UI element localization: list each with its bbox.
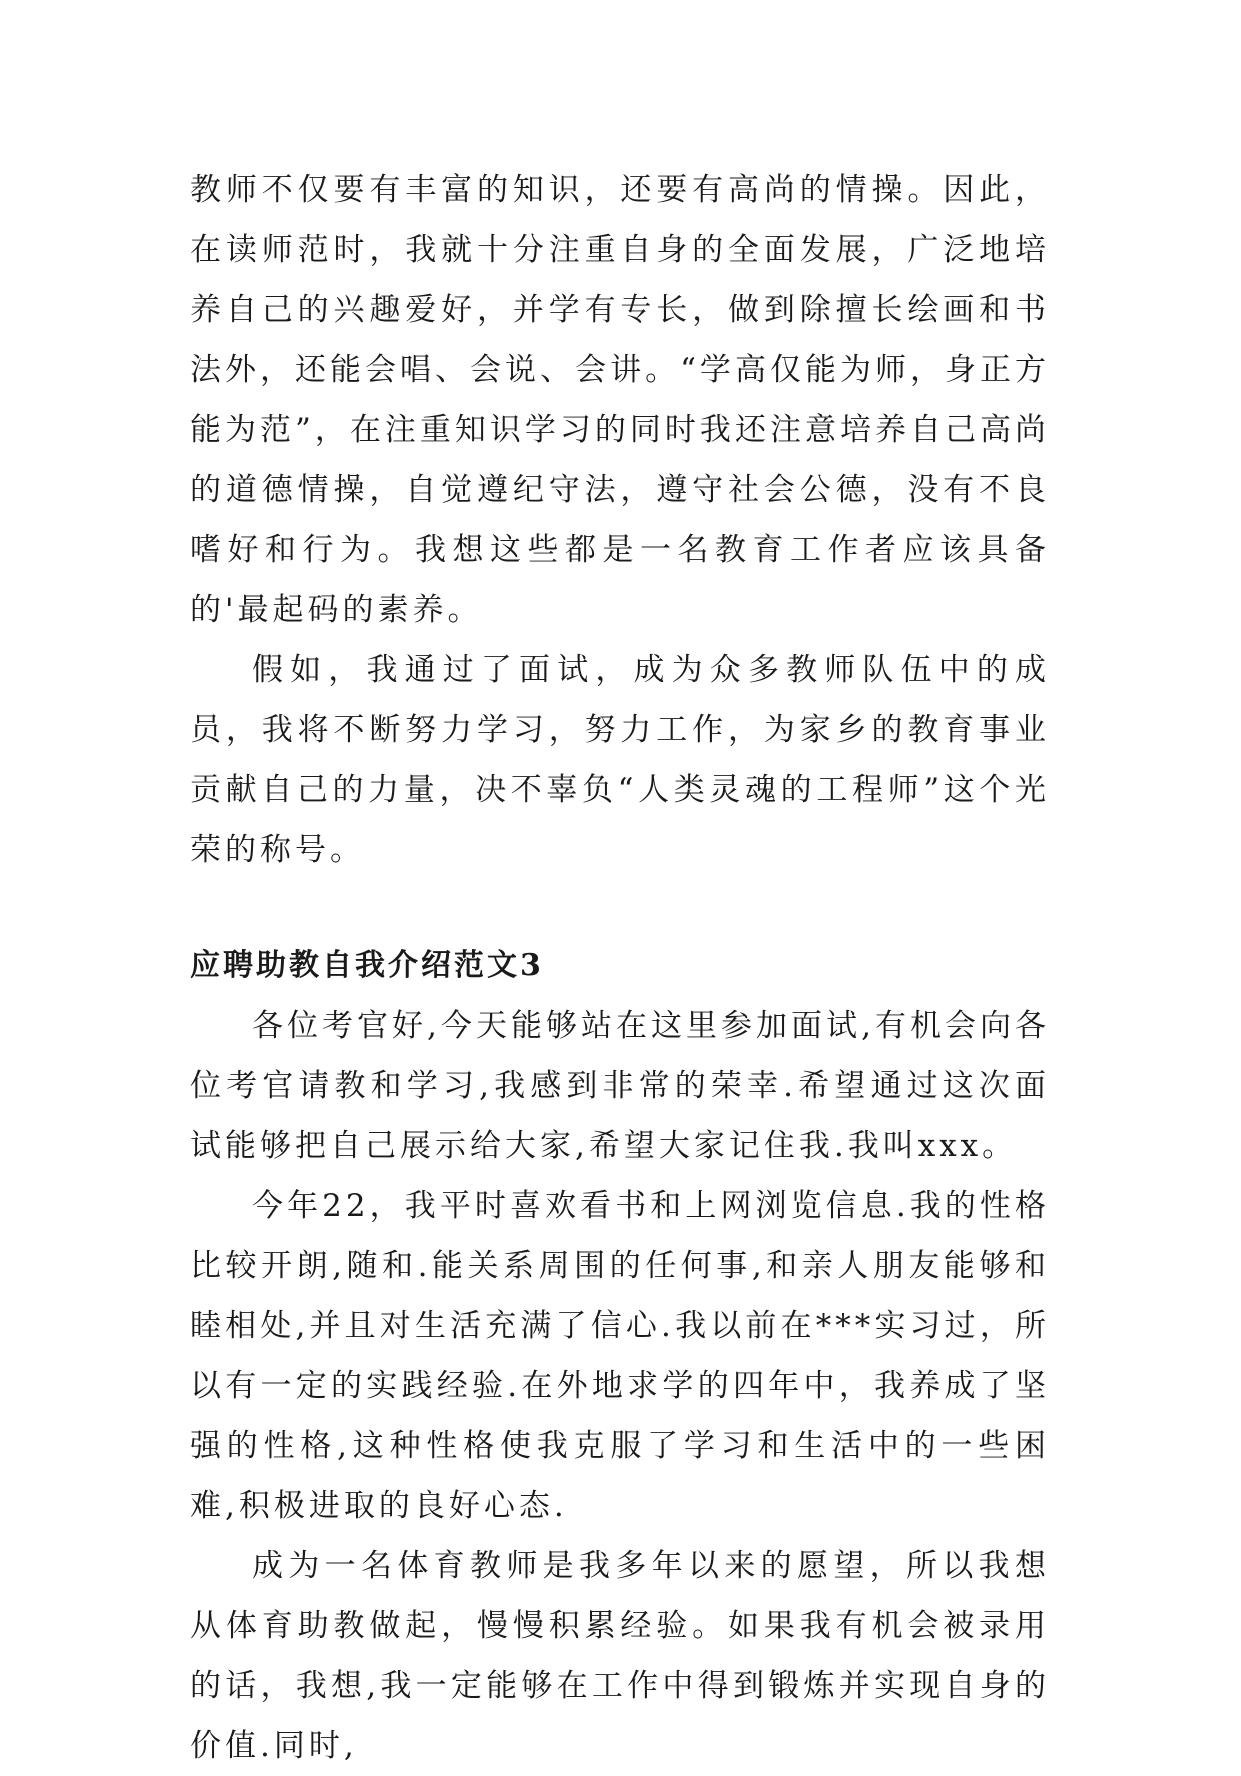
paragraph-personal-info: 今年22，我平时喜欢看书和上网浏览信息.我的性格比较开朗,随和.能关系周围的任何事,和亲人朋友能够和睦相处,并且对生活充满了信心.我以前在***实习过，所以有一定的实践经验.在外地求学的四年中，我养成了坚强的性格,这种性格使我克服了学习和生活中的一些困难,积极进取的良好心态. <box>190 1188 1050 1524</box>
paragraph-future-commitment: 假如，我通过了面试，成为众多教师队伍中的成员，我将不断努力学习，努力工作，为家乡的教育事业贡献自己的力量，决不辜负“人类灵魂的工程师”这个光荣的称号。 <box>190 652 1050 868</box>
section-heading: 应聘助教自我介绍范文3 <box>190 948 544 983</box>
paragraph-career-goal: 成为一名体育教师是我多年以来的愿望，所以我想从体育助教做起，慢慢积累经验。如果我有机会被录用的话，我想,我一定能够在工作中得到锻炼并实现自身的价值.同时, <box>190 1548 1050 1764</box>
paragraph-teacher-qualities: 教师不仅要有丰富的知识，还要有高尚的情操。因此，在读师范时，我就十分注重自身的全面发展，广泛地培养自己的兴趣爱好，并学有专长，做到除擅长绘画和书法外，还能会唱、会说、会讲。“学高仅能为师，身正方能为范”，在注重知识学习的同时我还注意培养自己高尚的道德情操，自觉遵纪守法，遵守社会公德，没有不良嗜好和行为。我想这些都是一名教育工作者应该具备的'最起码的素养。 <box>190 172 1050 628</box>
document-body <box>190 160 1050 1776</box>
paragraph-greeting: 各位考官好,今天能够站在这里参加面试,有机会向各位考官请教和学习,我感到非常的荣幸.希望通过这次面试能够把自己展示给大家,希望大家记住我.我叫xxx。 <box>190 1008 1050 1164</box>
